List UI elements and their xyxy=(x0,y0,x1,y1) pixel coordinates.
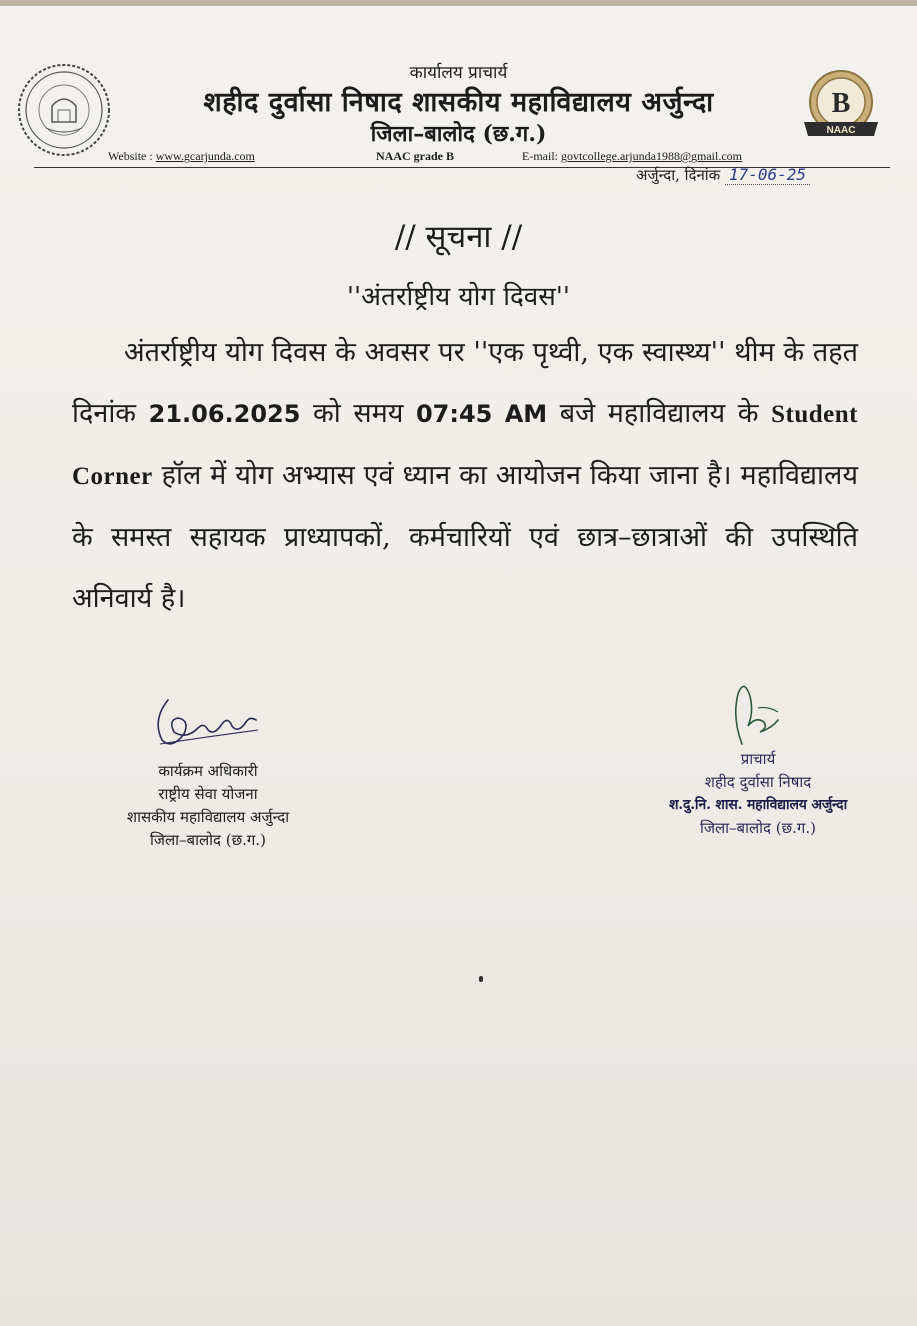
signature-left-icon xyxy=(138,690,278,756)
college-district: जिला–बालोद (छ.ग.) xyxy=(370,121,547,147)
signatory-left-line1: कार्यक्रम अधिकारी xyxy=(158,762,258,780)
office-heading: कार्यालय प्राचार्य xyxy=(409,63,508,83)
signature-right-icon xyxy=(698,678,818,748)
body-part-2: को समय xyxy=(300,398,416,429)
naac-badge-letter: B xyxy=(831,88,851,119)
website-link[interactable]: www.gcarjunda.com xyxy=(155,149,255,163)
college-name: शहीद दुर्वासा निषाद शासकीय महाविद्यालय अर्जुन्दा xyxy=(203,87,714,118)
signatory-right xyxy=(640,678,876,840)
email-link[interactable]: govtcollege.arjunda1988@gmail.com xyxy=(561,149,743,163)
signatory-right-line4: जिला–बालोद (छ.ग.) xyxy=(699,819,816,837)
signatory-left-line2: राष्ट्रीय सेवा योजना xyxy=(158,785,258,803)
signatory-right-line3: श.दु.नि. शास. महाविद्यालय अर्जुन्दा xyxy=(668,797,848,813)
website-label: Website : xyxy=(108,149,153,163)
signatory-left xyxy=(90,690,326,852)
signatory-left-line3: शासकीय महाविद्यालय अर्जुन्दा xyxy=(126,808,290,826)
naac-grade: NAAC grade B xyxy=(376,149,454,163)
dateline-place: अर्जुन्दा, दिनांक xyxy=(636,166,721,184)
event-venue: Student Corner xyxy=(72,401,858,490)
notice-subject: ''अंतर्राष्ट्रीय योग दिवस'' xyxy=(346,282,571,312)
body-part-4: हॉल में योग अभ्यास एवं ध्यान का आयोजन किया जाना है। महाविद्यालय के समस्त सहायक प्राध्यापकों, कर्मचारियों एवं छात्र–छात्राओं की उपस्थिति अनिवार्य है। xyxy=(72,460,858,614)
notice-title: // सूचना // xyxy=(394,219,523,255)
email-label: E-mail: xyxy=(522,149,558,163)
body-part-1: अंतर्राष्ट्रीय योग दिवस के अवसर पर ''एक पृथ्वी, एक स्वास्थ्य'' थीम के तहत दिनांक xyxy=(72,337,858,429)
dateline-date: 17-06-25 xyxy=(725,165,810,185)
signatory-left-line4: जिला–बालोद (छ.ग.) xyxy=(149,831,266,849)
dateline xyxy=(636,165,810,185)
body-part-3: बजे महाविद्यालय के xyxy=(547,398,772,429)
naac-badge-text: NAAC xyxy=(826,125,856,136)
signatory-right-line1: प्राचार्य xyxy=(740,750,776,768)
paper-top-edge xyxy=(0,0,917,6)
email-line xyxy=(522,149,742,164)
event-date: 21.06.2025 xyxy=(148,400,301,428)
website-line xyxy=(108,149,255,164)
signatory-right-line2: शहीद दुर्वासा निषाद xyxy=(704,773,812,791)
event-time: 07:45 AM xyxy=(415,400,548,428)
ink-speck xyxy=(479,976,483,982)
notice-body xyxy=(72,322,858,629)
